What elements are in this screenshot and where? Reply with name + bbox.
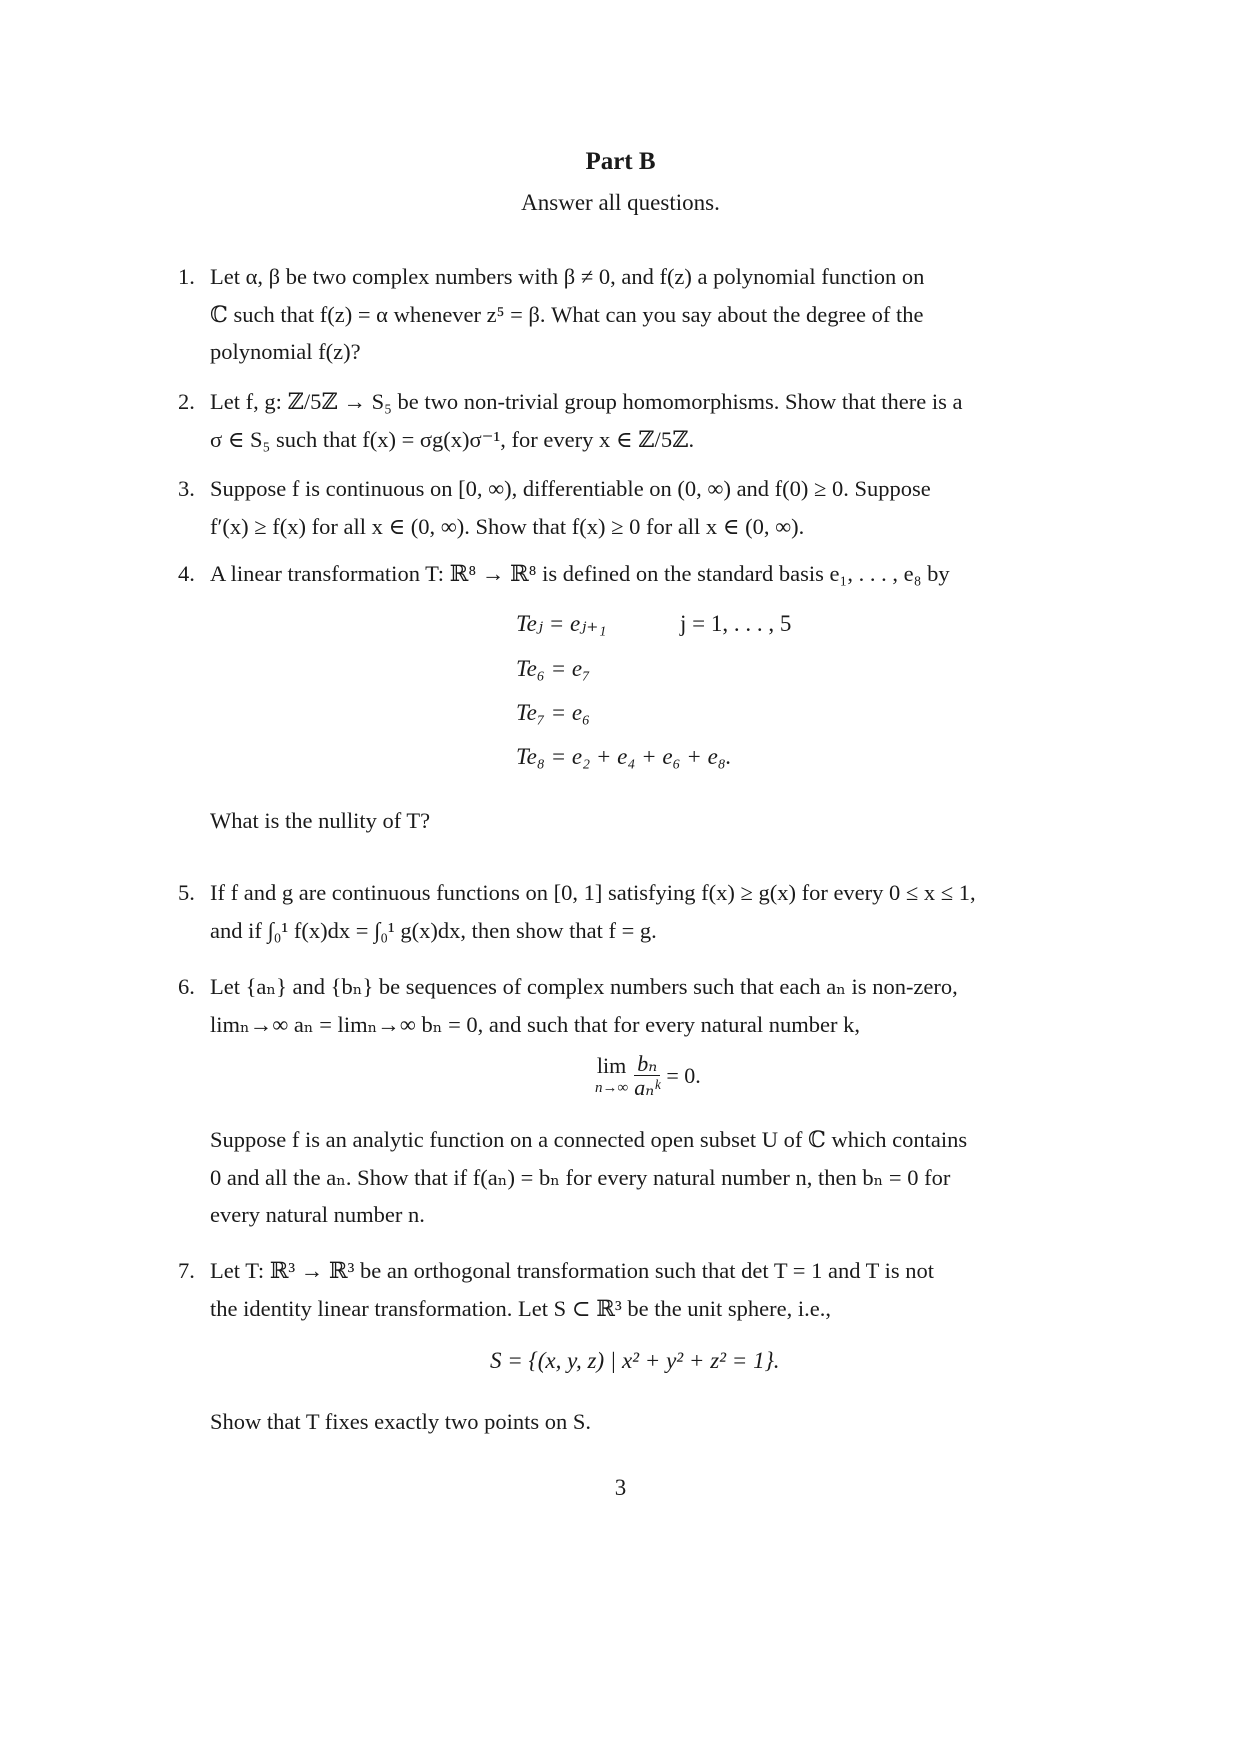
equation: Te₇ = e₆ [516,700,591,725]
question-line: the identity linear transformation. Let S ⊂ ℝ³ be the unit sphere, i.e., [210,1295,832,1321]
question-7 [178,1252,1116,1327]
limit-equation [595,1052,701,1099]
limit-operator: lim [596,1053,627,1079]
question-line: ℂ such that f(z) = α whenever z⁵ = β. What can you say about the degree of the [210,301,924,327]
question-6 [178,968,1116,1043]
page-number: 3 [614,1475,627,1500]
question-line: polynomial f(z)? [210,339,361,364]
followup-line: Suppose f is an analytic function on a connected open subset U of ℂ which contains [210,1127,968,1152]
question-followup [210,1121,1116,1234]
equation-note: j = 1, . . . , 5 [680,611,792,636]
question-number: 5. [178,880,195,905]
question-followup: Show that T fixes exactly two points on S. [210,1409,592,1434]
question-line: Let α, β be two complex numbers with β ≠ 0, and f(z) a polynomial function on [210,264,925,289]
limit-fraction [634,1052,660,1099]
followup-line: 0 and all the aₙ. Show that if f(aₙ) = bₙ for every natural number n, then bₙ = 0 for [210,1164,951,1190]
question-number: 3. [178,476,195,501]
question-3 [178,470,1116,545]
question-line: Let f, g: ℤ/5ℤ → S₅ be two non-trivial group homomorphisms. Show that there is a [210,389,963,414]
question-5 [178,874,1116,949]
question-line: If f and g are continuous functions on [0, 1] satisfying f(x) ≥ g(x) for every 0 ≤ x ≤ 1, [210,880,976,905]
limit-subscript: n→∞ [595,1080,629,1097]
question-line: Let T: ℝ³ → ℝ³ be an orthogonal transformation such that det T = 1 and T is not [210,1258,935,1283]
question-line: σ ∈ S₅ such that f(x) = σg(x)σ⁻¹, for every x ∈ ℤ/5ℤ. [210,426,695,452]
limit-rhs: = 0. [666,1062,701,1088]
question-number: 6. [178,974,195,999]
equation: Teⱼ = eⱼ₊₁ [516,611,607,636]
question-number: 7. [178,1258,195,1283]
followup-line: every natural number n. [210,1202,425,1227]
question-number: 2. [178,389,195,414]
question-line: Suppose f is continuous on [0, ∞), differentiable on (0, ∞) and f(0) ≥ 0. Suppose [210,476,931,501]
question-line: Let {aₙ} and {bₙ} be sequences of complex numbers such that each aₙ is non-zero, [210,974,958,999]
question-line: limₙ→∞ aₙ = limₙ→∞ bₙ = 0, and such that for every natural number k, [210,1011,861,1037]
instructions: Answer all questions. [521,190,720,215]
question-line: and if ∫₀¹ f(x)dx = ∫₀¹ g(x)dx, then show that f = g. [210,917,657,943]
question-number: 1. [178,264,195,289]
question-number: 4. [178,561,195,586]
question-4 [178,555,1116,593]
question-2 [178,383,1116,458]
equation: S = {(x, y, z) | x² + y² + z² = 1}. [490,1348,780,1373]
fraction-denominator: aₙᵏ [634,1075,661,1101]
question-followup: What is the nullity of T? [210,808,431,833]
question-line: A linear transformation T: ℝ⁸ → ℝ⁸ is defined on the standard basis e₁, . . . , e₈ by [210,561,950,586]
question-line: f′(x) ≥ f(x) for all x ∈ (0, ∞). Show that f(x) ≥ 0 for all x ∈ (0, ∞). [210,513,805,539]
part-title: Part B [585,148,656,175]
fraction-numerator: bₙ [634,1052,660,1076]
question-1 [178,258,1116,371]
equation: Te₆ = e₇ [516,656,591,681]
equation: Te₈ = e₂ + e₄ + e₆ + e₈. [516,744,732,769]
